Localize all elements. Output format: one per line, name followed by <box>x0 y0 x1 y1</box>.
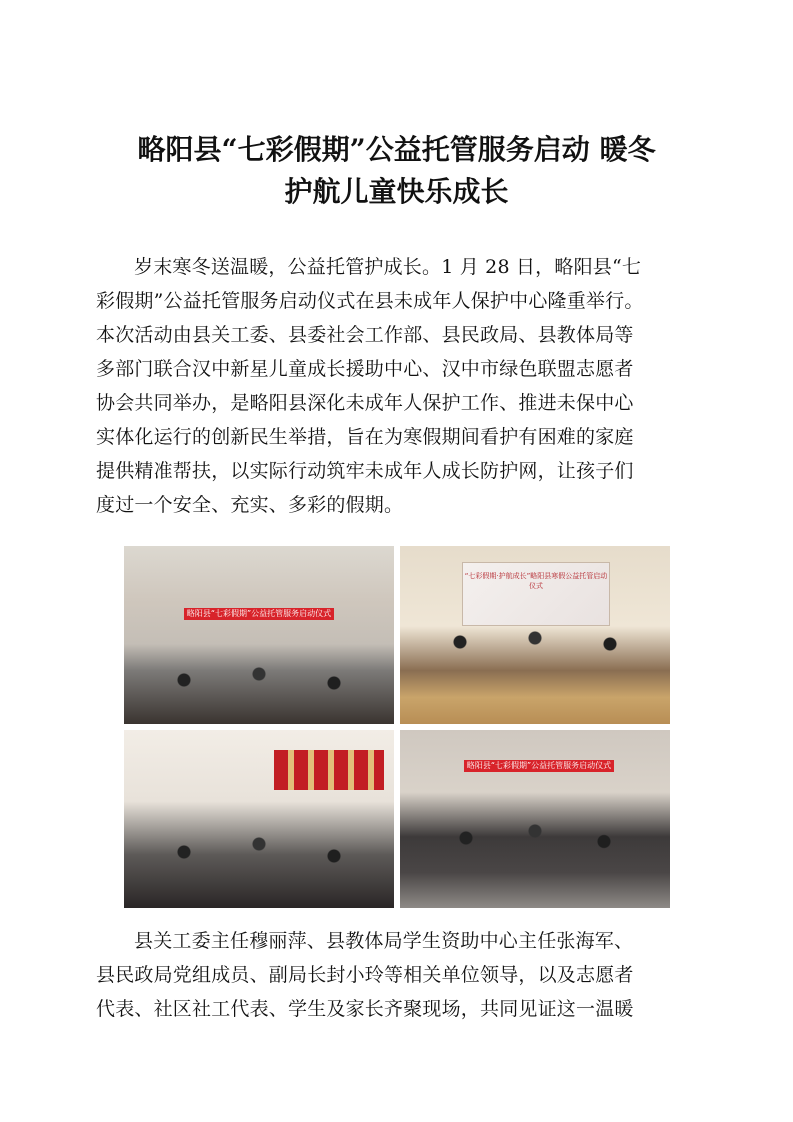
paragraph-line: 彩假期”公益托管服务启动仪式在县未成年人保护中心隆重举行。 <box>96 290 644 312</box>
photo-collage <box>124 546 670 908</box>
paragraph-2 <box>96 924 697 1026</box>
screen-text: “七彩假期·护航成长”略阳县寒假公益托管启动仪式 <box>464 572 608 590</box>
photo-group <box>400 730 670 908</box>
paragraph-line: 多部门联合汉中新星儿童成长援助中心、汉中市绿色联盟志愿者 <box>96 358 634 380</box>
audience <box>134 820 384 900</box>
photo-banner: 略阳县“七彩假期”公益托管服务启动仪式 <box>464 760 614 772</box>
projection-screen <box>462 562 610 626</box>
paragraph-line: 提供精准帮扶，以实际行动筑牢未成年人成长防护网，让孩子们 <box>96 460 634 482</box>
paragraph-1 <box>96 250 697 522</box>
photo-classroom <box>124 730 394 908</box>
photo-stage-meeting <box>400 546 670 724</box>
group-people <box>420 810 650 880</box>
title-line-2: 护航儿童快乐成长 <box>284 175 509 208</box>
paragraph-line: 县民政局党组成员、副局长封小玲等相关单位领导，以及志愿者 <box>96 964 634 986</box>
crowd <box>134 656 384 716</box>
photo-ceremony-outdoor <box>124 546 394 724</box>
panel-members <box>410 626 660 666</box>
paragraph-line: 岁末寒冬送温暖，公益托管护成长。1 月 28 日，略阳县“七 <box>134 256 642 278</box>
photo-banner: 略阳县“七彩假期”公益托管服务启动仪式 <box>184 608 334 620</box>
paragraph-line: 本次活动由县关工委、县委社会工作部、县民政局、县教体局等 <box>96 324 634 346</box>
paragraph-line: 协会共同举办，是略阳县深化未成年人保护工作、推进未保中心 <box>96 392 634 414</box>
paragraph-line: 县关工委主任穆丽萍、县教体局学生资助中心主任张海军、 <box>134 930 634 952</box>
title-line-1: 略阳县“七彩假期”公益托管服务启动 暖冬 <box>137 133 656 166</box>
paragraph-line: 实体化运行的创新民生举措，旨在为寒假期间看护有困难的家庭 <box>96 426 634 448</box>
paragraph-line: 度过一个安全、充实、多彩的假期。 <box>96 494 404 516</box>
paragraph-line: 代表、社区社工代表、学生及家长齐聚现场，共同见证这一温暖 <box>96 998 634 1020</box>
wall-banners <box>274 750 384 790</box>
